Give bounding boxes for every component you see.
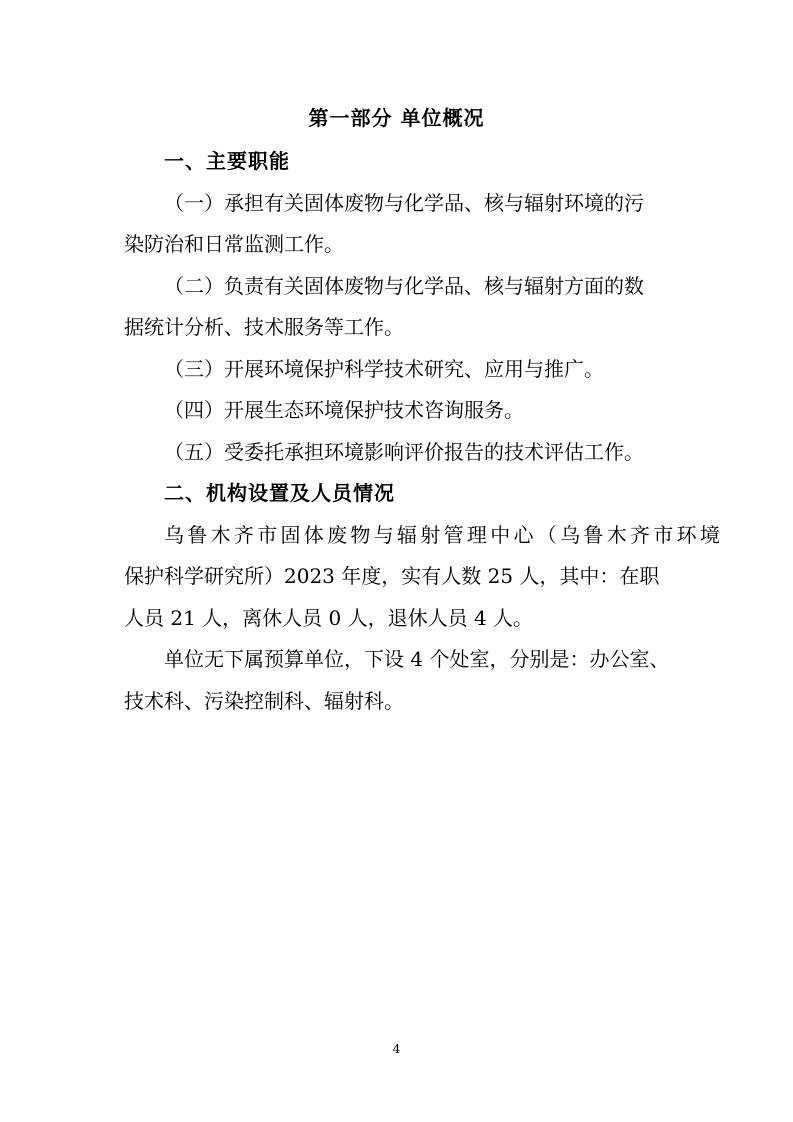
paragraph-line: （一）承担有关固体废物与化学品、核与辐射环境的污 — [164, 191, 644, 215]
paragraph-line: （三）开展环境保护科学技术研究、应用与推广。 — [164, 357, 604, 381]
paragraph-line: 技术科、污染控制科、辐射科。 — [124, 689, 404, 713]
paragraph-line: 人员 21 人，离休人员 0 人，退休人员 4 人。 — [124, 606, 534, 630]
paragraph-line: （二）负责有关固体废物与化学品、核与辐射方面的数 — [164, 274, 644, 298]
paragraph-line: 保护科学研究所）2023 年度，实有人数 25 人，其中：在职 — [124, 564, 660, 588]
page-title: 第一部分 单位概况 — [308, 106, 485, 130]
paragraph-line: 单位无下属预算单位，下设 4 个处室，分别是：办公室、 — [164, 647, 670, 671]
section-heading-main-functions: 一、主要职能 — [164, 149, 290, 173]
section-heading-organization-staff: 二、机构设置及人员情况 — [164, 481, 395, 505]
paragraph-line: （四）开展生态环境保护技术咨询服务。 — [164, 398, 524, 422]
paragraph-line: 染防治和日常监测工作。 — [124, 232, 344, 256]
paragraph-line: 据统计分析、技术服务等工作。 — [124, 315, 404, 339]
paragraph-line: 乌鲁木齐市固体废物与辐射管理中心（乌鲁木齐市环境 — [164, 523, 724, 547]
page-number: 4 — [392, 1042, 401, 1056]
paragraph-line: （五）受委托承担环境影响评价报告的技术评估工作。 — [164, 440, 644, 464]
